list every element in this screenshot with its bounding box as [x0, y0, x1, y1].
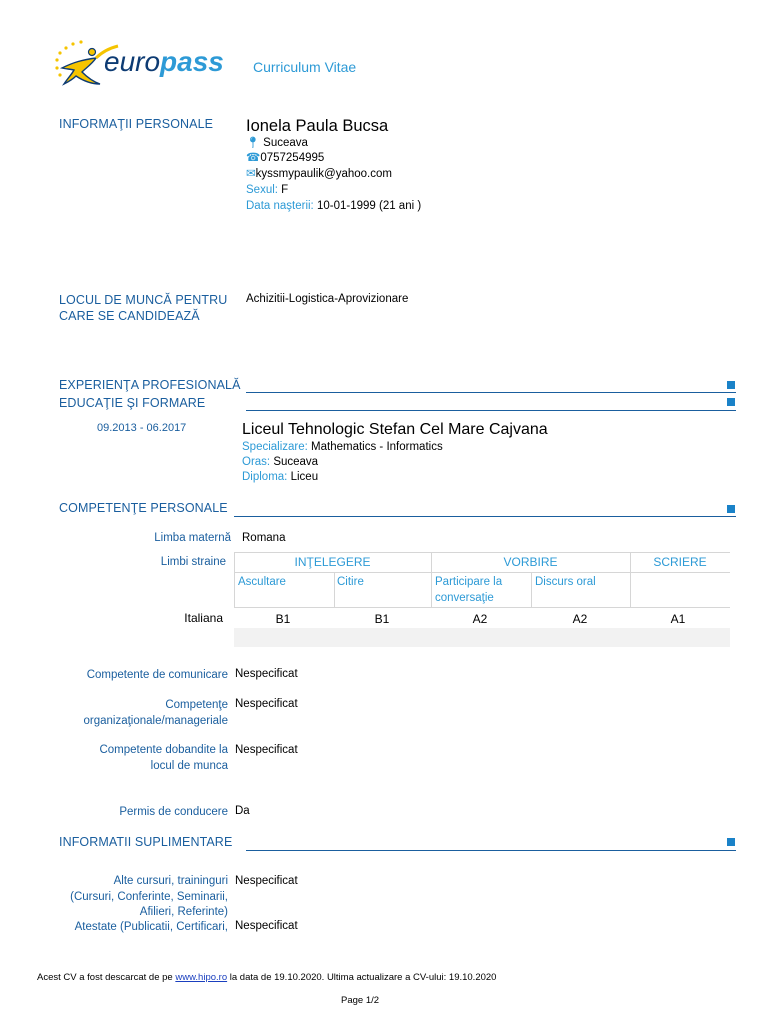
school-name: Liceul Tehnologic Stefan Cel Mare Cajvana: [242, 421, 548, 438]
job-title-line2: CARE SE CANDIDEAZĂ: [59, 309, 200, 323]
extra-section-title: INFORMATII SUPLIMENTARE: [59, 835, 233, 849]
city-label: Oras:: [242, 456, 271, 468]
phone-value[interactable]: 0757254995: [260, 152, 325, 164]
sex-label: Sexul:: [246, 184, 278, 196]
head-speaking: VORBIRE: [503, 555, 558, 569]
europass-logo: [52, 38, 232, 90]
organizational-value: Nespecificat: [235, 698, 298, 710]
work-competences-label: [40, 743, 228, 774]
spec-row: [242, 440, 443, 456]
person-name: Ionela Paula Bucsa: [246, 117, 389, 135]
competences-section-title: COMPETENŢE PERSONALE: [59, 501, 228, 515]
courses-value: Nespecificat: [235, 875, 298, 887]
level-production: A2: [572, 612, 588, 626]
phone-icon: ☎: [246, 152, 261, 164]
courses-label: [40, 874, 228, 921]
email-value[interactable]: kyssmypaulik@yahoo.com: [255, 168, 392, 180]
spec-value: Mathematics - Informatics: [311, 441, 443, 453]
communication-value: Nespecificat: [235, 668, 298, 680]
doc-title: Curriculum Vitae: [253, 59, 357, 75]
page-number: Page 1/2: [341, 995, 380, 1006]
level-interaction: A2: [472, 612, 488, 626]
work-competences-value: Nespecificat: [235, 744, 298, 756]
city-value: Suceava: [273, 456, 319, 468]
job-section-title: [59, 292, 227, 324]
diploma-value: Liceu: [290, 471, 319, 483]
sub-production: Discurs oral: [535, 576, 596, 588]
extra-marker: [727, 838, 735, 846]
diploma-row: [242, 470, 318, 486]
education-rule: [246, 410, 736, 411]
org-label-line2: organizaţionale/manageriale: [83, 714, 228, 727]
experience-section-title: EXPERIENŢA PROFESIONALĂ: [59, 378, 241, 392]
work-label-line1: Competente dobandite la: [99, 744, 228, 756]
language-table-footer-band: [234, 628, 730, 647]
education-period: 09.2013 - 06.2017: [97, 422, 187, 434]
footer-text-before: Acest CV a fost descarcat de pe: [37, 972, 173, 983]
mother-tongue-value: Romana: [242, 532, 286, 544]
diploma-label: Diploma:: [242, 471, 288, 483]
education-marker: [727, 398, 735, 406]
location-row: [246, 136, 308, 152]
education-section-title: EDUCAŢIE ŞI FORMARE: [59, 396, 206, 410]
courses-label-line3: Afilieri, Referinte): [139, 906, 228, 918]
birth-row: [246, 199, 421, 215]
email-row: [246, 167, 392, 183]
courses-label-line1: Alte cursuri, traininguri: [113, 875, 228, 887]
city-row: [242, 455, 318, 471]
sub-interaction: Participare la conversaţie: [435, 576, 503, 604]
communication-label: Competente de comunicare: [86, 669, 228, 681]
certs-label: Atestate (Publicatii, Certificari,: [74, 921, 228, 933]
logo-euro-text: euro: [104, 46, 161, 77]
courses-label-line2: (Cursuri, Conferinte, Seminarii,: [70, 890, 228, 903]
extra-rule: [246, 850, 736, 851]
sub-reading: Citire: [337, 576, 364, 588]
sex-row: [246, 183, 288, 199]
experience-marker: [727, 381, 735, 389]
work-label-line2: locul de munca: [150, 759, 228, 772]
org-label-line1: Competenţe: [165, 699, 228, 711]
job-title-line1: LOCUL DE MUNCĂ PENTRU: [59, 293, 228, 307]
logo-pass-text: pass: [160, 46, 224, 77]
level-writing: A1: [670, 612, 686, 626]
sub-listening: Ascultare: [238, 576, 286, 588]
location-pin-icon: 📍︎: [246, 137, 260, 149]
license-value: Da: [235, 805, 250, 817]
organizational-label: [40, 698, 228, 729]
job-value: Achizitii-Logistica-Aprovizionare: [246, 293, 409, 305]
experience-rule: [246, 392, 736, 393]
competences-marker: [727, 505, 735, 513]
phone-row: [246, 151, 324, 167]
level-reading: B1: [374, 612, 390, 626]
footer-note: [37, 972, 496, 983]
spec-label: Specializare:: [242, 441, 308, 453]
license-label: Permis de conducere: [119, 806, 228, 818]
footer-link[interactable]: www.hipo.ro: [175, 972, 228, 983]
sex-value: F: [281, 184, 289, 196]
mother-tongue-label: Limba maternă: [154, 532, 231, 544]
location-value: Suceava: [263, 137, 308, 149]
head-understanding: INŢELEGERE: [294, 555, 371, 569]
foreign-languages-label: Limbi straine: [160, 556, 226, 568]
birth-value: 10-01-1999 (21 ani ): [316, 200, 422, 212]
email-icon: ✉: [246, 168, 256, 180]
birth-label: Data naşterii:: [246, 200, 314, 212]
level-listening: B1: [275, 612, 291, 626]
head-writing: SCRIERE: [653, 555, 707, 569]
language-name: Italiana: [184, 611, 223, 625]
footer-text-after: la data de 19.10.2020. Ultima actualizare a CV-ului: 19.10.2020: [229, 972, 497, 983]
certs-value: Nespecificat: [235, 920, 298, 932]
competences-rule: [234, 516, 736, 517]
personal-section-title: INFORMAŢII PERSONALE: [59, 117, 214, 131]
